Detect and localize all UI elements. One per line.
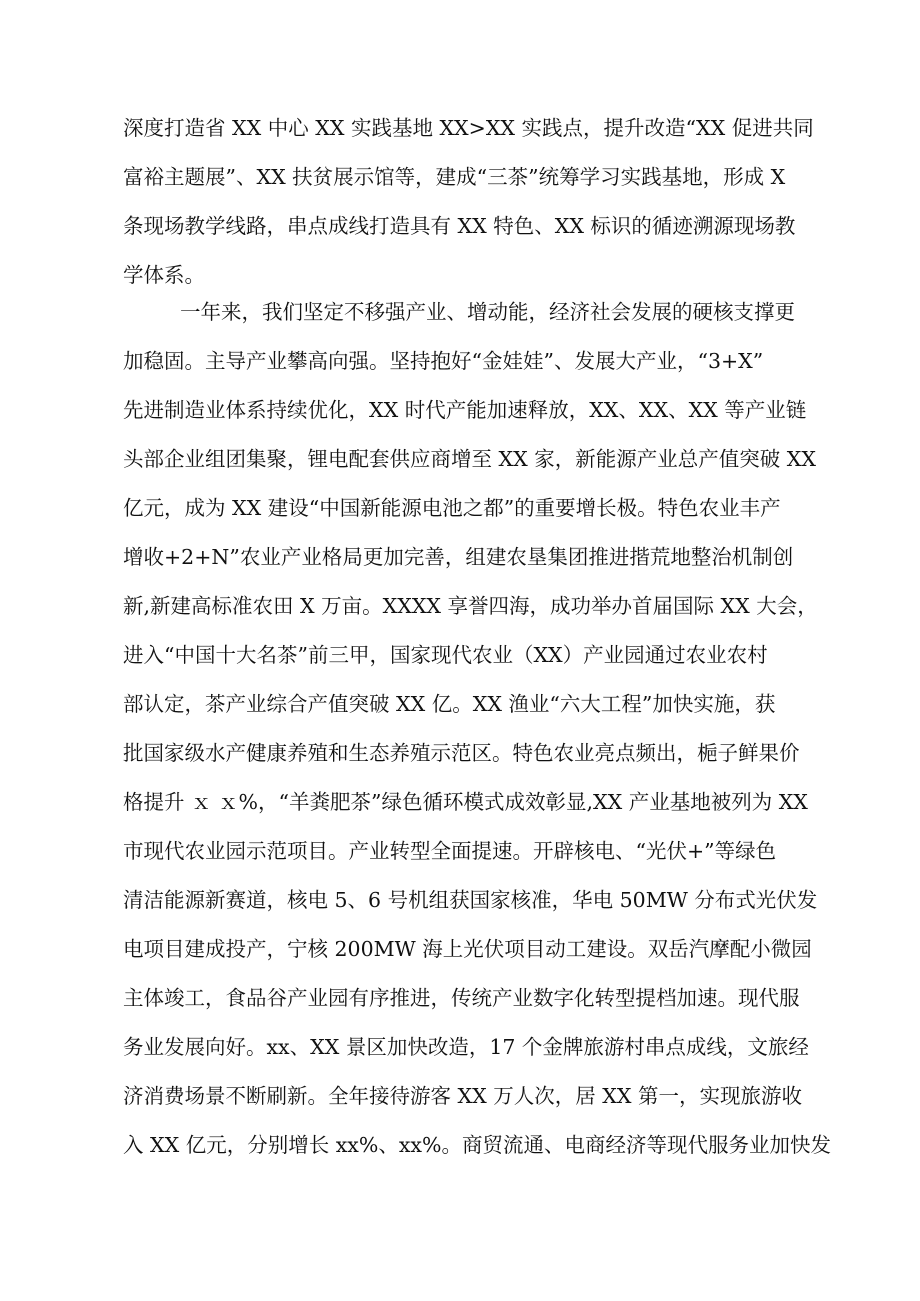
text-line: 部认定，茶产业综合产值突破 XX 亿。XX 渔业“六大工程”加快实施，获 [123, 692, 776, 716]
paragraph-2-line [0, 1125, 920, 1165]
paragraph-2-line [0, 439, 920, 479]
text-line: 电项目建成投产，宁核 200MW 海上光伏项目动工建设。双岳汽摩配小微园 [123, 937, 812, 961]
text-line: 深度打造省 XX 中心 XX 实践基地 XX>XX 实践点，提升改造“XX 促进共同 [123, 116, 814, 140]
paragraph-2-line [0, 1076, 920, 1116]
text-line: 入 XX 亿元，分别增长 xx%、xx%。商贸流通、电商经济等现代服务业加快发 [123, 1133, 831, 1157]
text-line: 批国家级水产健康养殖和生态养殖示范区。特色农业亮点频出，梔子鲜果价 [123, 741, 800, 765]
paragraph-2-line [0, 880, 920, 920]
paragraph-2-line [0, 733, 920, 773]
paragraph-2-line [0, 635, 920, 675]
text-line: 亿元，成为 XX 建设“中国新能源电池之都”的重要增长极。特色农业丰产 [123, 496, 781, 520]
paragraph-2-line [0, 684, 920, 724]
text-line: 一年来，我们坚定不移强产业、增动能，经济社会发展的硬核支撑更 [180, 300, 795, 324]
paragraph-2-line [0, 782, 920, 822]
text-line: 进入“中国十大名茶”前三甲，国家现代农业（XX）产业园通过农业农村 [123, 643, 768, 667]
text-line: 学体系。 [123, 263, 205, 287]
text-line: 头部企业组团集聚，锂电配套供应商增至 XX 家，新能源产业总产值突破 XX [123, 447, 816, 471]
text-line: 清洁能源新赛道，核电 5、6 号机组获国家核准，华电 50MW 分布式光伏发 [123, 888, 818, 912]
paragraph-2-line [0, 978, 920, 1018]
paragraph-1-line [0, 157, 920, 197]
text-line: 加稳固。主导产业攀高向强。坚持抱好“金娃娃”、发展大产业，“3+X” [123, 349, 764, 373]
text-line: 条现场教学线路，串点成线打造具有 XX 特色、XX 标识的循迹溯源现场教 [123, 214, 796, 238]
paragraph-2-line [0, 537, 920, 577]
paragraph-2-line [0, 586, 920, 626]
paragraph-2-line [0, 292, 920, 332]
text-line: 务业发展向好。xx、XX 景区加快改造，17 个金牌旅游村串点成线，文旅经 [123, 1035, 809, 1059]
text-line: 主体竣工，食品谷产业园有序推进，传统产业数字化转型提档加速。现代服 [123, 986, 800, 1010]
text-line: 市现代农业园示范项目。产业转型全面提速。开辟核电、“光伏+”等绿色 [123, 839, 777, 863]
text-line: 新,新建高标准农田 X 万亩。XXXX 享誉四海，成功举办首届国际 XX 大会， [123, 594, 818, 618]
text-line: 格提升 ｘ ｘ%，“羊粪肥茶”绿色循环模式成效彰显,XX 产业基地被列为 XX [123, 790, 808, 814]
text-line: 富裕主题展”、XX 扶贫展示馆等，建成“三茶”统筹学习实践基地，形成 X [123, 165, 786, 189]
paragraph-1-line [0, 255, 920, 295]
paragraph-1-line [0, 108, 920, 148]
text-line: 先进制造业体系持续优化，XX 时代产能加速释放，XX、XX、XX 等产业链 [123, 398, 807, 422]
text-line: 济消费场景不断刷新。全年接待游客 XX 万人次，居 XX 第一，实现旅游收 [123, 1084, 802, 1108]
paragraph-1-line [0, 206, 920, 246]
paragraph-2-line [0, 1027, 920, 1067]
paragraph-2-line [0, 390, 920, 430]
paragraph-2-line [0, 831, 920, 871]
paragraph-2-line [0, 488, 920, 528]
text-line: 增收+2+N”农业产业格局更加完善，组建农垦集团推进揩荒地整治机制创 [123, 545, 794, 569]
paragraph-2-line [0, 929, 920, 969]
paragraph-2-line [0, 341, 920, 381]
